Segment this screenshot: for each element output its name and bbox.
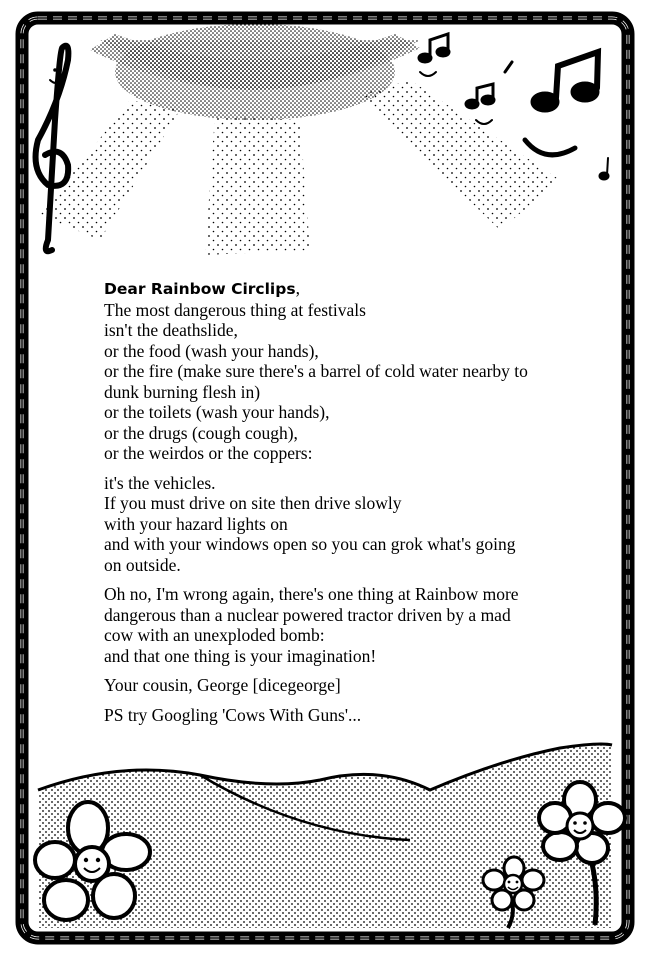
- text-line: or the drugs (cough cough),: [104, 422, 298, 443]
- paragraph: [104, 584, 584, 666]
- text-line: If you must drive on site then drive slowly: [104, 493, 402, 513]
- text-line: and that one thing is your imagination!: [104, 645, 377, 666]
- text-line: Your cousin, George [dicegeorge]: [104, 675, 341, 695]
- text-line: PS try Googling 'Cows With Guns'...: [104, 704, 362, 725]
- greeting: [104, 278, 584, 300]
- text-line: and with your windows open so you can grok what's going: [104, 534, 516, 554]
- text-line: or the food (wash your hands),: [104, 340, 319, 361]
- text-line: The most dangerous thing at festivals: [104, 299, 366, 320]
- text-line: or the fire (make sure there's a barrel of cold water nearby to: [104, 361, 528, 381]
- text-line: or the weirdos or the coppers:: [104, 443, 313, 463]
- paragraph: [104, 473, 584, 576]
- text-line: on outside.: [104, 554, 181, 575]
- text-line: dangerous than a nuclear powered tractor driven by a mad: [104, 604, 511, 625]
- text-line: Oh no, I'm wrong again, there's one thing at Rainbow more: [104, 584, 519, 604]
- signature: [104, 675, 584, 696]
- paragraph: [104, 300, 584, 464]
- greeting-punct: ,: [295, 278, 300, 298]
- text-line: with your hazard lights on: [104, 513, 288, 534]
- postscript: [104, 705, 584, 726]
- text-line: dunk burning flesh in): [104, 381, 261, 402]
- text-line: isn't the deathslide,: [104, 320, 238, 340]
- greeting-name: Dear Rainbow Circlips: [104, 280, 296, 298]
- text-line: cow with an unexploded bomb:: [104, 625, 325, 645]
- sun-icon: [40, 24, 560, 255]
- text-line: or the toilets (wash your hands),: [104, 402, 330, 422]
- letter-body: [104, 278, 584, 734]
- text-line: it's the vehicles.: [104, 472, 216, 493]
